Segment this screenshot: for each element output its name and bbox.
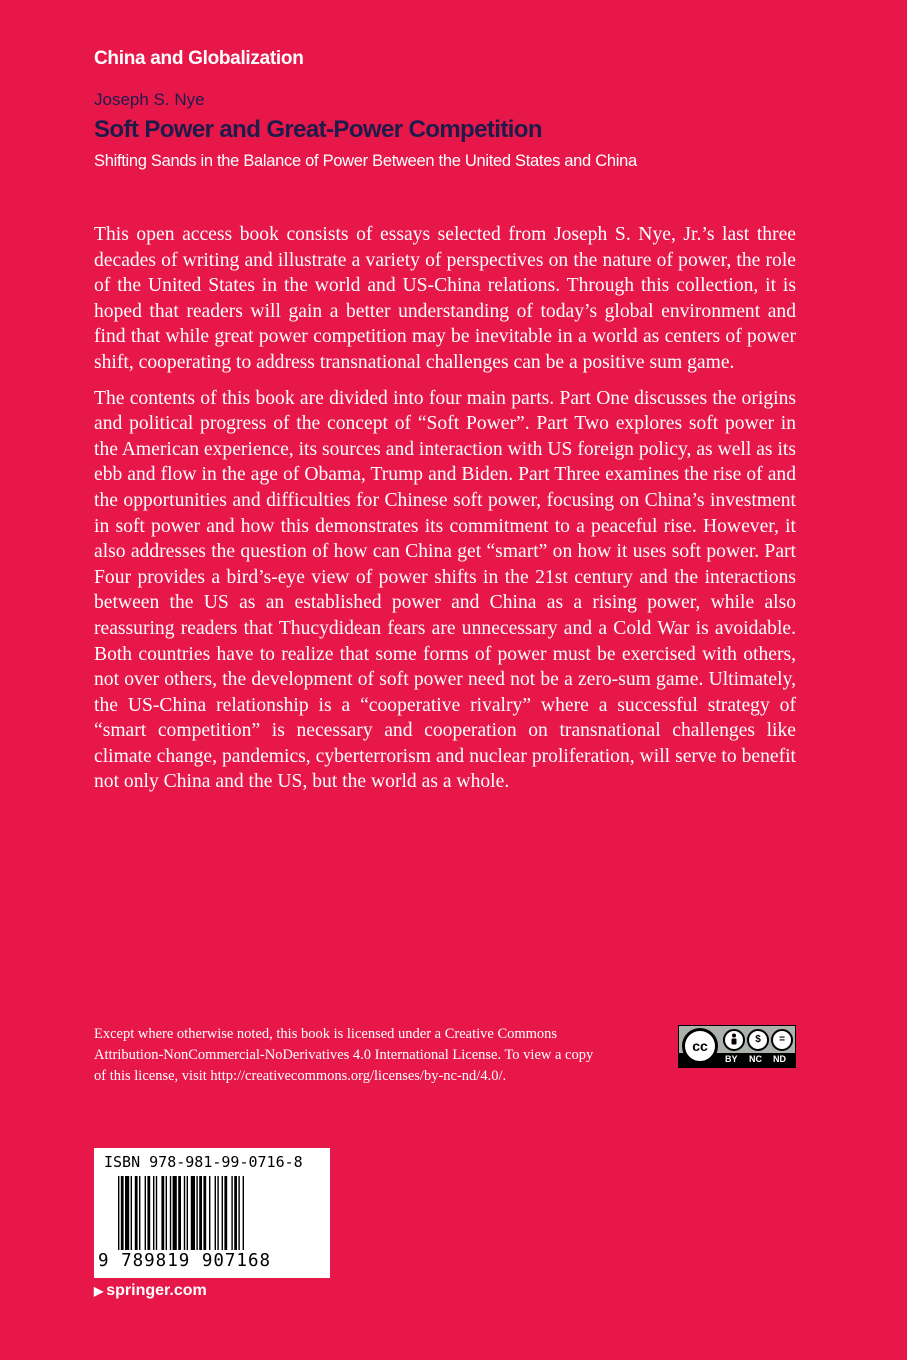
barcode-bar xyxy=(147,1176,150,1250)
barcode-bar xyxy=(131,1176,132,1250)
cc-label-by: BY xyxy=(725,1054,738,1064)
cc-label-nd: ND xyxy=(773,1054,786,1064)
attribution-person-icon xyxy=(723,1029,745,1051)
publisher-url: springer.com xyxy=(106,1282,207,1299)
barcode-bar xyxy=(224,1176,227,1250)
license-notice: Except where otherwise noted, this book is licensed under a Creative Commons Attribution-NonCommercial-NoDerivatives 4.0 International License. To view a copy of this license, visit http://creativecommons.org/licenses/by-nc-nd/4.0/. xyxy=(94,1026,594,1084)
barcode-bar xyxy=(145,1176,146,1250)
barcode-bar xyxy=(184,1176,185,1250)
publisher-link[interactable] xyxy=(94,1282,207,1300)
barcode-bar xyxy=(231,1176,232,1250)
barcode-bar xyxy=(243,1176,244,1250)
barcode-bar xyxy=(203,1176,206,1250)
barcode-bar xyxy=(187,1176,188,1250)
barcode-bar xyxy=(222,1176,223,1250)
barcode-bar xyxy=(170,1176,171,1250)
barcode-bar xyxy=(139,1176,140,1250)
barcode-bar xyxy=(234,1176,237,1250)
noncommercial-dollar-icon: $ xyxy=(747,1029,769,1051)
author-name: Joseph S. Nye xyxy=(94,90,205,109)
barcode-bar xyxy=(125,1176,129,1250)
barcode-bar xyxy=(118,1176,119,1250)
blurb-paragraph: The contents of this book are divided into four main parts. Part One discusses the origins and political progress of the concept of “Soft Power”. Part Two explores soft power in the American experience, its sources and interaction with US foreign policy, as well as its ebb and flow in the age of Obama, Trump and Biden. Part Three examines the rise of and the opportunities and difficulties for Chinese soft power, focusing on China’s investment in soft power and how this demonstrates its commitment to a peaceful rise. However, it also addresses the question of how can China get “smart” on how it uses soft power. Part Four provides a bird’s-eye view of power shifts in the 21st century and the interactions between the US as an established power and China as a rising power, while also reassuring readers that Thucydidean fears are unnecessary and a Cold War is avoidable. Both countries have to realize that some forms of power must be exercised with others, not over others, the development of soft power need not be a zero-sum game. Ultimately, the US-China relationship is a “cooperative rivalry” where a successful strategy of “smart competition” is necessary and cooperation on transnational challenges like climate change, pandemics, cyberterrorism and nuclear proliferation, will serve to benefit not only China and the US, but the world as a whole. xyxy=(94,387,796,793)
isbn-label: ISBN 978-981-99-0716-8 xyxy=(104,1153,303,1171)
cc-label-nc: NC xyxy=(749,1054,762,1064)
barcode-bar xyxy=(166,1176,167,1250)
cc-logo-icon: cc xyxy=(682,1028,718,1064)
barcode-bar xyxy=(173,1176,177,1250)
barcode-bar xyxy=(215,1176,216,1250)
barcode-bar xyxy=(209,1176,210,1250)
barcode-bar xyxy=(199,1176,202,1250)
blurb xyxy=(94,222,796,805)
blurb-paragraph: This open access book consists of essays selected from Joseph S. Nye, Jr.’s last three decades of writing and illustrate a variety of perspectives on the nature of power, the role of the United States in the world and US-China relations. Through this collection, it is hoped that readers will gain a better understanding of today’s global environment and find that while great power competition may be inevitable in a world as centers of power shift, cooperating to address transnational challenges can be a positive sum game. xyxy=(94,224,796,373)
barcode-bar xyxy=(156,1176,157,1250)
barcode-bar xyxy=(161,1176,164,1250)
arrow-right-icon: ▶ xyxy=(94,1284,104,1298)
barcode-bar xyxy=(135,1176,138,1250)
barcode-bar xyxy=(217,1176,218,1250)
barcode-bar xyxy=(238,1176,239,1250)
barcode-bars xyxy=(118,1176,318,1254)
isbn-barcode xyxy=(94,1148,330,1278)
barcode-bar xyxy=(191,1176,195,1250)
barcode-digits: 9 789819 907168 xyxy=(98,1251,272,1271)
book-subtitle: Shifting Sands in the Balance of Power Between the United States and China xyxy=(94,152,637,170)
barcode-bar xyxy=(153,1176,154,1250)
barcode-bar xyxy=(121,1176,124,1250)
book-title: Soft Power and Great-Power Competition xyxy=(94,116,542,143)
series-name: China and Globalization xyxy=(94,48,304,69)
cc-license-badge[interactable] xyxy=(678,1025,796,1068)
noderivatives-equals-icon: = xyxy=(771,1029,793,1051)
barcode-bar xyxy=(196,1176,197,1250)
barcode-bar xyxy=(178,1176,181,1250)
